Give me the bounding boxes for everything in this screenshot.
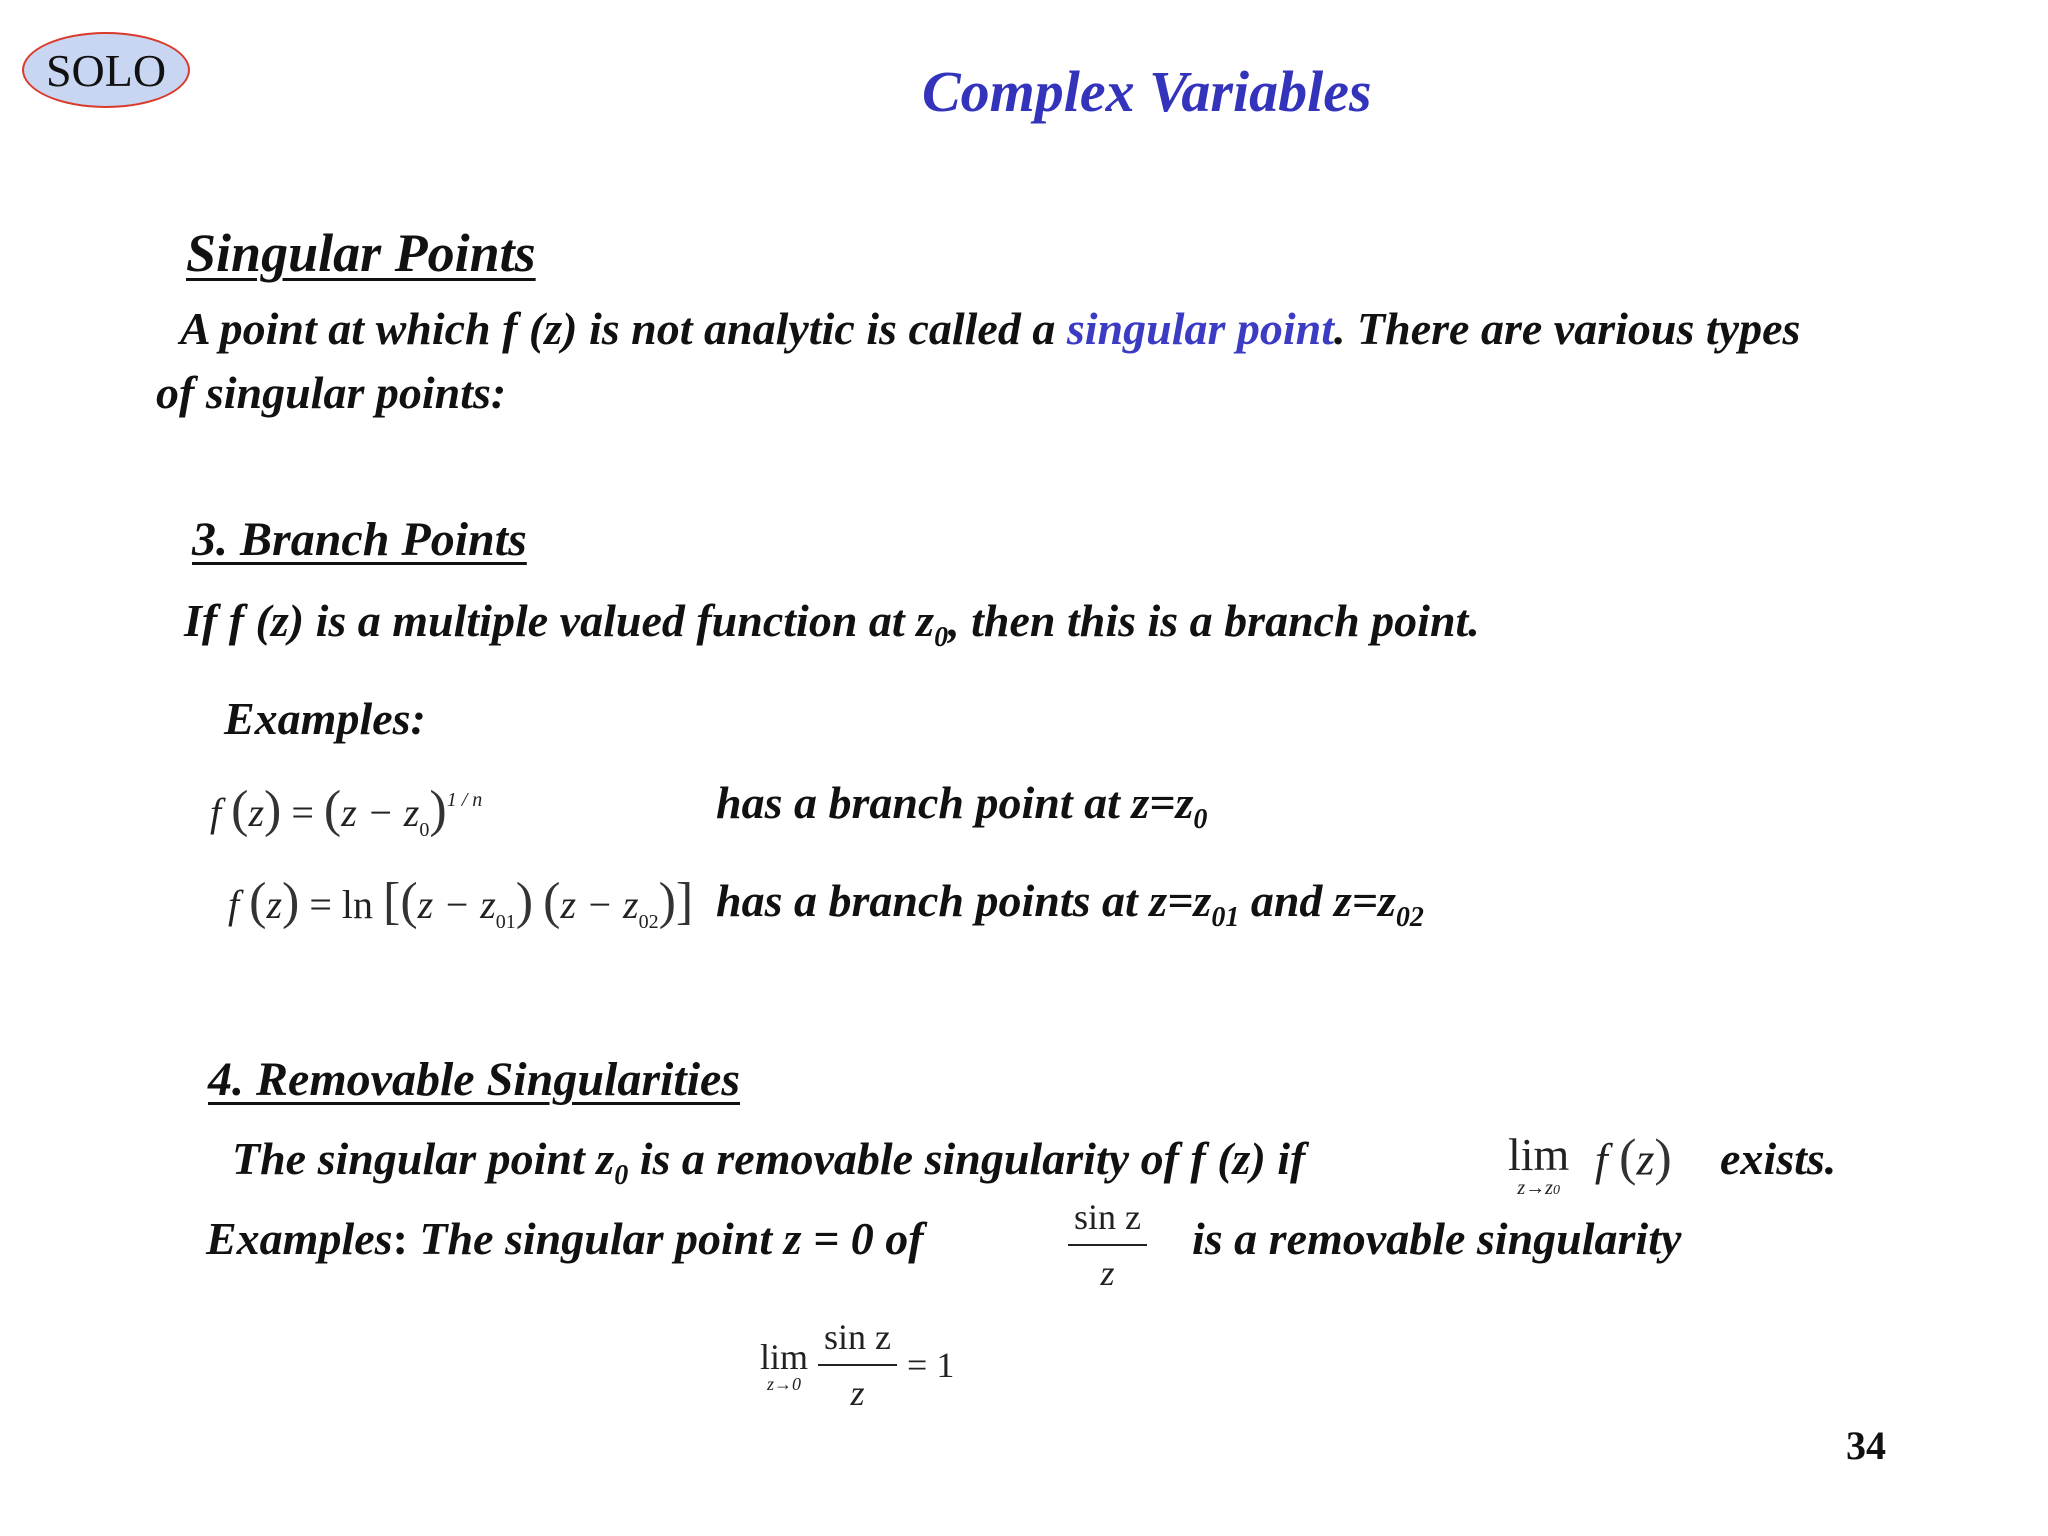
formula-a-sub: 01 (495, 911, 516, 933)
examples-text: The singular point z = 0 of (419, 1213, 924, 1264)
formula-b-sub: 02 (638, 911, 659, 933)
removable-examples (206, 1212, 924, 1265)
section-heading: Singular Points (186, 223, 536, 283)
fraction-denominator: z (1100, 1253, 1115, 1293)
formula-b: z − z (560, 882, 639, 927)
examples-colon: : (392, 1213, 420, 1264)
lim-operator (1508, 1128, 1569, 1200)
formula-a: z − z (417, 882, 496, 927)
example-1-text (716, 776, 1207, 836)
example-1-text-pre: has a branch point at z=z (716, 777, 1194, 828)
paren-open: ( (323, 781, 342, 838)
bracket-open: [( (383, 873, 418, 930)
lim-under-sub: 0 (1552, 1183, 1560, 1198)
formula-eq-ln: = ln (309, 882, 374, 927)
paren-close: ) (429, 781, 447, 838)
page-number: 34 (1846, 1423, 1886, 1468)
formula-eq: = (291, 790, 314, 835)
bracket-close: )] (658, 873, 694, 930)
paren-open: ( (249, 873, 267, 930)
branch-description (184, 594, 1480, 654)
paren-close: ) (264, 781, 282, 838)
branch-points-heading: 3. Branch Points (192, 513, 527, 566)
limit-formula (1508, 1128, 1672, 1200)
examples-label-2: Examples (206, 1213, 393, 1264)
branch-desc-post: , then this is a branch point. (948, 595, 1480, 646)
singular-point-term: singular point (1066, 303, 1335, 354)
example-1-formula (210, 780, 482, 842)
formula-f: f (210, 790, 222, 835)
lim-under-text: z→z (1517, 1177, 1553, 1199)
lim-subscript (1517, 1177, 1560, 1200)
limit-rhs: = 1 (907, 1345, 955, 1385)
exists-text: exists. (1720, 1133, 1837, 1184)
lim-text: lim (1508, 1129, 1570, 1180)
paren-open: ( (231, 781, 249, 838)
removable-heading: 4. Removable Singularities (208, 1053, 741, 1106)
example-2-text (716, 874, 1424, 934)
lim-text-2: lim (760, 1336, 809, 1377)
paren-close: ) (282, 873, 300, 930)
limit-equation (760, 1316, 954, 1414)
branch-desc-pre: If f (z) is a multiple valued function at z (184, 595, 935, 646)
formula-f: f (228, 882, 240, 927)
intro-line-1 (180, 302, 1800, 355)
page-title: Complex Variables (922, 59, 1372, 124)
sinz-over-z-fraction (1068, 1196, 1147, 1294)
fraction-bar (1068, 1244, 1147, 1246)
intro-text-1: A point at which f (z) is not analytic is called a (180, 303, 1067, 354)
logo-text: SOLO (45, 44, 167, 96)
removable-desc-sub: 0 (614, 1160, 629, 1192)
limit-denominator: z (850, 1373, 865, 1413)
fraction-numerator: sin z (1074, 1197, 1141, 1237)
paren-open: ( (1619, 1129, 1637, 1187)
lim-subscript-2: z→0 (767, 1373, 802, 1394)
formula-sub: 0 (419, 819, 430, 841)
example-2-formula (228, 872, 693, 934)
example-2-sub-2: 02 (1395, 902, 1424, 934)
formula-z-minus: z − z (341, 790, 420, 835)
examples-label: Examples: (224, 693, 426, 744)
paren-close: ) (515, 873, 534, 930)
branch-desc-sub: 0 (934, 622, 949, 654)
paren-close: ) (1654, 1129, 1672, 1187)
solo-logo (22, 32, 190, 108)
example-1-text-sub: 0 (1193, 804, 1208, 836)
intro-line-2: of singular points: (156, 367, 507, 418)
removable-desc-post: is a removable singularity of f (z) if (628, 1133, 1306, 1184)
limit-numerator: sin z (824, 1317, 892, 1357)
limit-fraction-bar (818, 1364, 897, 1366)
formula-z: z (248, 790, 265, 835)
removable-examples-post: is a removable singularity (1192, 1213, 1682, 1264)
formula-z: z (266, 882, 283, 927)
lim-operator-2 (760, 1336, 808, 1395)
example-2-text-pre: has a branch points at z=z (716, 875, 1212, 926)
formula-sup: 1 / n (446, 789, 483, 811)
lim-z: z (1636, 1133, 1655, 1185)
removable-description (232, 1132, 1305, 1192)
intro-text-2: . There are various types (1334, 303, 1801, 354)
example-2-sub-1: 01 (1211, 902, 1240, 934)
lim-f: f (1594, 1133, 1608, 1185)
example-2-text-mid: and z=z (1239, 875, 1396, 926)
paren-open: ( (543, 873, 561, 930)
removable-desc-pre: The singular point z (232, 1133, 615, 1184)
